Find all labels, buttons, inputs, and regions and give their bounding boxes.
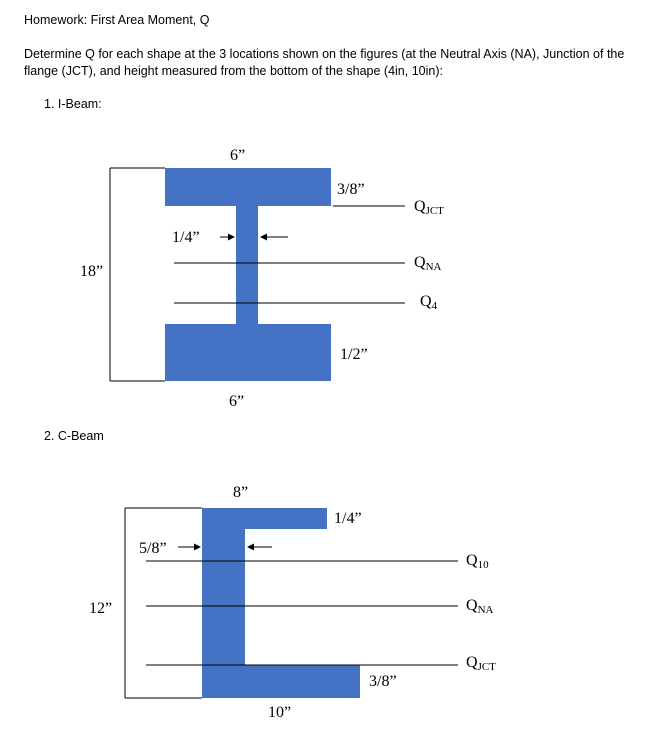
ibeam-bottom-width-label: 6” [229, 393, 245, 410]
ibeam-q-4-label: Q4 [420, 293, 438, 312]
ibeam-figure [80, 147, 444, 410]
ibeam-web [236, 206, 258, 324]
cbeam-q-na-label: QNA [466, 597, 494, 616]
instructions: Determine Q for each shape at the 3 locations shown on the figures (at the Neutral Axis (NA), Junction of the flange (JCT), and height measured from the bottom of the shape (4in, 10in): [24, 47, 625, 78]
cbeam-web [202, 529, 245, 665]
cbeam-top-width-label: 8” [233, 484, 249, 501]
ibeam-web-thickness-label: 1/4” [172, 229, 200, 246]
ibeam-top-width-label: 6” [230, 147, 246, 164]
cbeam-top-flange [202, 508, 327, 529]
cbeam-heading: 2. C-Beam [44, 429, 104, 443]
ibeam-top-flange [165, 168, 331, 206]
cbeam-figure [89, 484, 496, 721]
cbeam-q-10-label: Q10 [466, 552, 489, 571]
ibeam-flange-thickness-label: 3/8” [337, 181, 365, 198]
cbeam-web-thickness-label: 5/8” [139, 540, 167, 557]
cbeam-q-jct-label: QJCT [466, 654, 496, 673]
cbeam-bottom-flange [202, 665, 360, 698]
cbeam-bottom-thickness-label: 3/8” [369, 673, 397, 690]
ibeam-q-na-label: QNA [414, 254, 442, 273]
ibeam-heading: 1. I-Beam: [44, 97, 102, 111]
ibeam-height-label: 18” [80, 263, 104, 280]
ibeam-q-jct-label: QJCT [414, 198, 444, 217]
cbeam-bottom-width-label: 10” [268, 704, 292, 721]
ibeam-bottom-flange [165, 324, 331, 381]
ibeam-bottom-thickness-label: 1/2” [340, 346, 368, 363]
page-title: Homework: First Area Moment, Q [24, 13, 210, 27]
cbeam-height-label: 12” [89, 600, 113, 617]
cbeam-top-thickness-label: 1/4” [334, 510, 362, 527]
